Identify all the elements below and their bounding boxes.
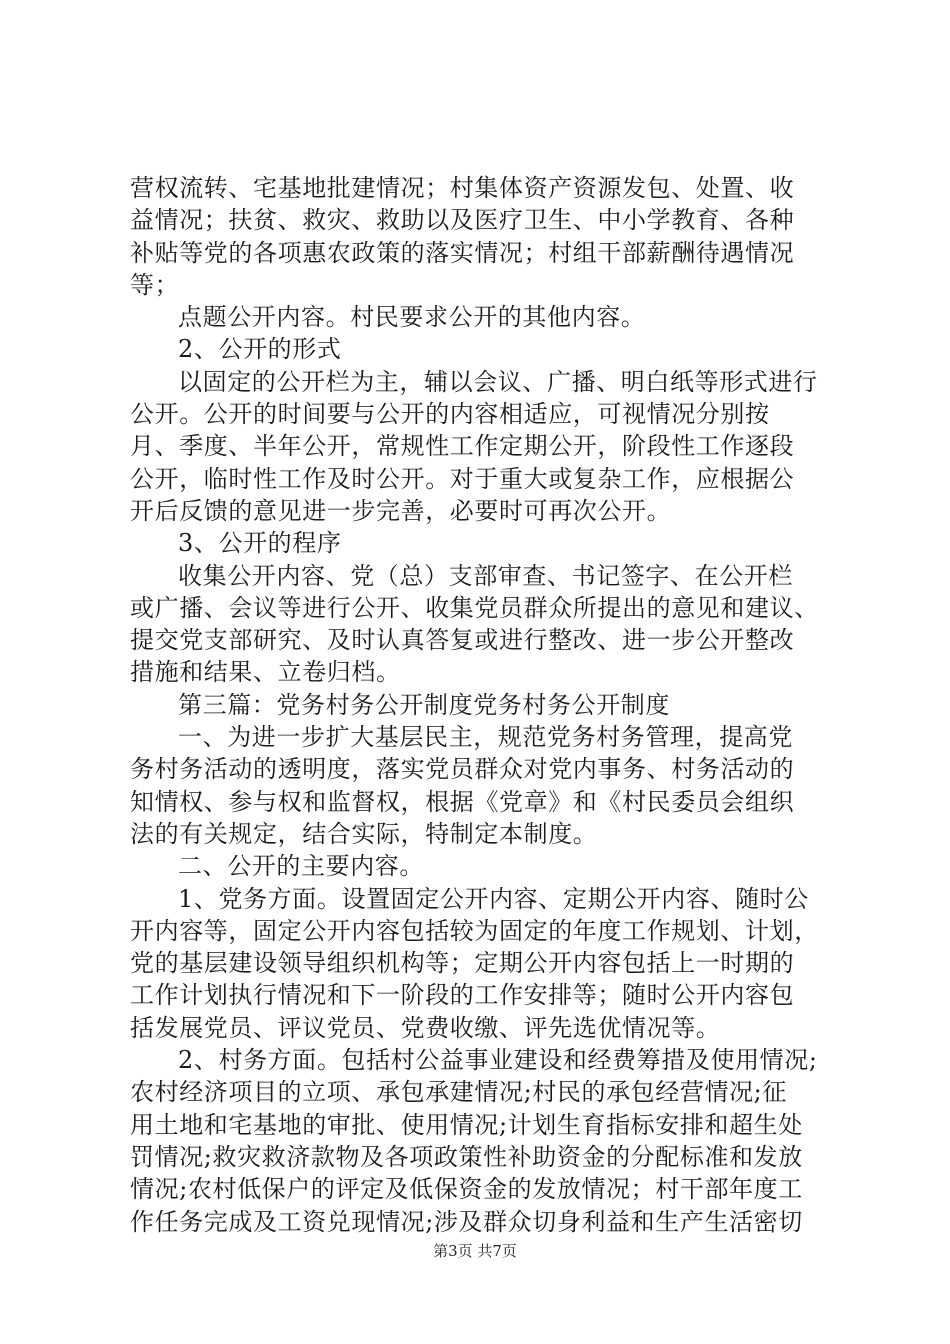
text-line: 开后反馈的意见进一步完善，必要时可再次公开。 <box>130 496 672 525</box>
text-line: 罚情况;救灾救济款物及各项政策性补助资金的分配标准和发放 <box>130 1142 803 1171</box>
text-line: 法的有关规定，结合实际，特制定本制度。 <box>130 819 598 848</box>
document-body <box>130 172 835 1238</box>
text-line: 补贴等党的各项惠农政策的落实情况；村组干部薪酬待遇情况 <box>130 238 795 267</box>
text-line: 知情权、参与权和监督权，根据《党章》和《村民委员会组织 <box>130 787 795 816</box>
page-number-footer: 第3页 共7页 <box>433 1242 517 1260</box>
section-heading: 二、公开的主要内容。 <box>178 852 424 881</box>
text-line: 农村经济项目的立项、承包承建情况;村民的承包经营情况;征 <box>130 1078 787 1107</box>
paragraph-first-line: 以固定的公开栏为主，辅以会议、广播、明白纸等形式进行 <box>178 367 818 396</box>
text-line: 作任务完成及工资兑现情况;涉及群众切身利益和生产生活密切 <box>130 1207 803 1236</box>
text-line: 公开。公开的时间要与公开的内容相适应，可视情况分别按 <box>130 400 770 429</box>
paragraph-first-line: 一、为进一步扩大基层民主，规范党务村务管理，提高党 <box>178 723 793 752</box>
paragraph-first-line: 点题公开内容。村民要求公开的其他内容。 <box>178 303 646 332</box>
text-line: 公开，临时性工作及时公开。对于重大或复杂工作，应根据公 <box>130 464 795 493</box>
text-line: 等； <box>130 270 180 299</box>
text-line: 或广播、会议等进行公开、收集党员群众所提出的意见和建议、 <box>130 593 819 622</box>
text-line: 括发展党员、评议党员、党费收缴、评先选优情况等。 <box>130 1013 721 1042</box>
text-line: 务村务活动的透明度，落实党员群众对党内事务、村务活动的 <box>130 755 795 784</box>
chapter-heading: 第三篇：党务村务公开制度党务村务公开制度 <box>178 690 670 719</box>
text-line: 党的基层建设领导组织机构等；定期公开内容包括上一时期的 <box>130 949 795 978</box>
text-line: 营权流转、宅基地批建情况；村集体资产资源发包、处置、收 <box>130 174 795 202</box>
section-heading: 2、公开的形式 <box>178 335 342 364</box>
paragraph-first-line: 1、党务方面。设置固定公开内容、定期公开内容、随时公 <box>178 884 809 913</box>
paragraph-first-line: 2、村务方面。包括村公益事业建设和经费筹措及使用情况; <box>178 1046 818 1075</box>
section-heading: 3、公开的程序 <box>178 529 342 558</box>
text-line: 用土地和宅基地的审批、使用情况;计划生育指标安排和超生处 <box>130 1110 803 1139</box>
text-line: 措施和结果、立卷归档。 <box>130 658 401 687</box>
text-line: 提交党支部研究、及时认真答复或进行整改、进一步公开整改 <box>130 626 795 655</box>
text-line: 月、季度、半年公开，常规性工作定期公开，阶段性工作逐段 <box>130 432 795 461</box>
text-line: 工作计划执行情况和下一阶段的工作安排等；随时公开内容包 <box>130 981 795 1010</box>
text-line: 益情况；扶贫、救灾、救助以及医疗卫生、中小学教育、各种 <box>130 206 795 235</box>
text-line: 开内容等，固定公开内容包括较为固定的年度工作规划、计划， <box>130 916 819 945</box>
paragraph-first-line: 收集公开内容、党（总）支部审查、书记签字、在公开栏 <box>178 561 793 590</box>
text-line: 情况;农村低保户的评定及低保资金的发放情况；村干部年度工 <box>130 1175 803 1204</box>
